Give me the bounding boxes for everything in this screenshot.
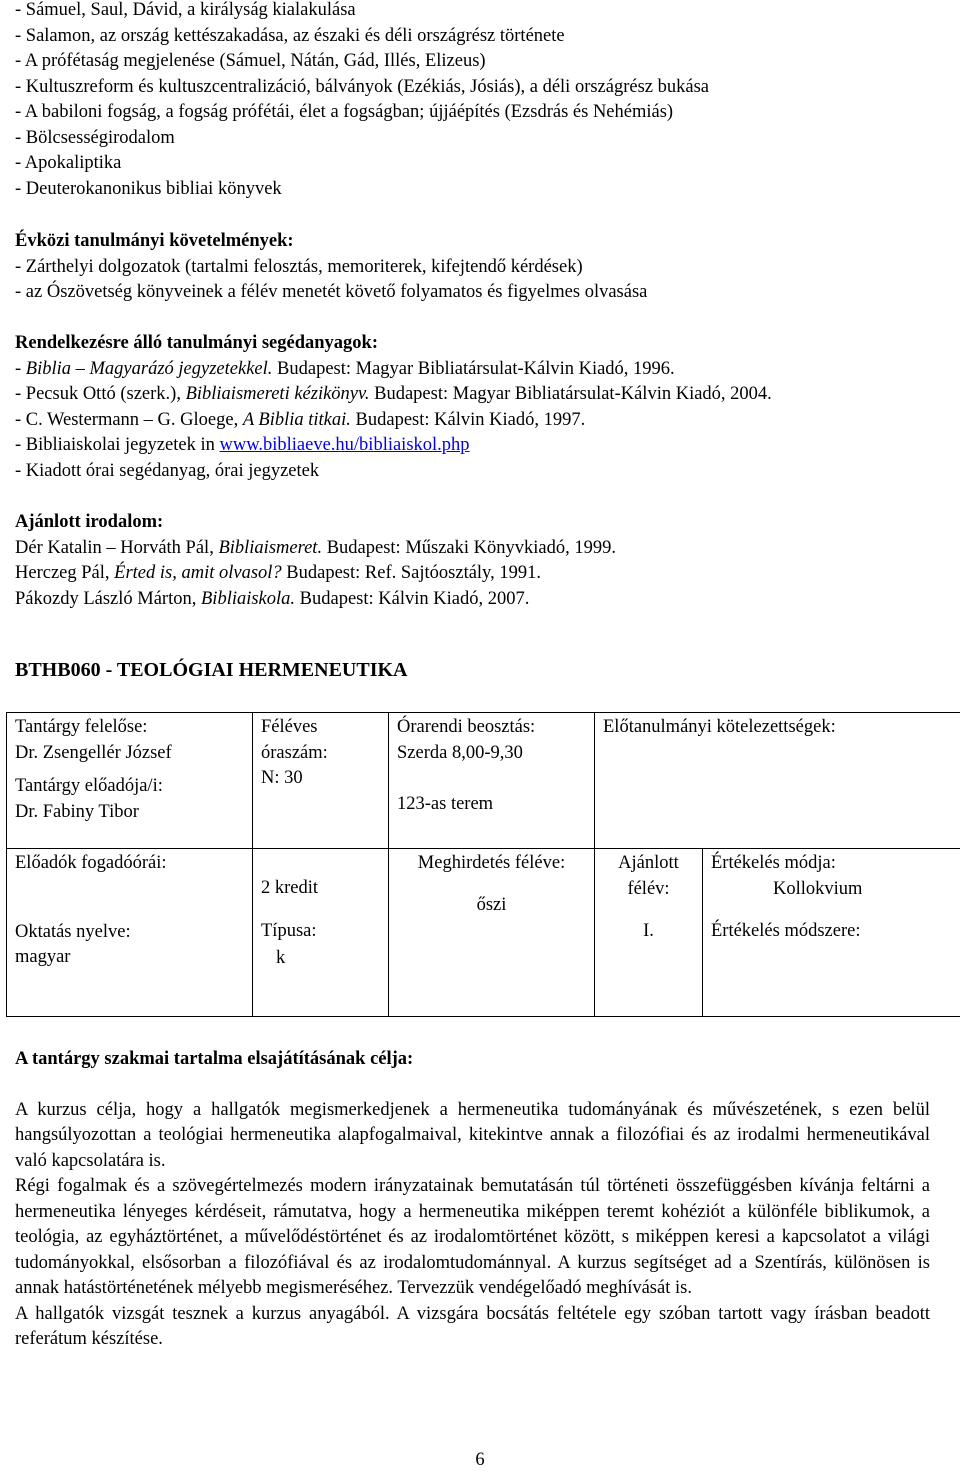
aim-heading: A tantárgy szakmai tartalma elsajátításának célja:: [15, 1049, 414, 1069]
page-number: 6: [475, 1450, 485, 1470]
responsible-label: Tantárgy felelőse:: [15, 717, 148, 737]
announced-cell: Meghirdetés féléve: őszi: [389, 849, 595, 1017]
evaluation-value: Kollokvium: [773, 878, 863, 899]
lecturer-label: Tantárgy előadója/i:: [15, 776, 163, 796]
materials-section: [15, 331, 930, 484]
requirements-section: [15, 229, 930, 306]
bibliaiskol-link[interactable]: www.bibliaeve.hu/bibliaiskol.php: [219, 435, 470, 455]
list-item: - Deuterokanonikus bibliai könyvek: [15, 178, 282, 199]
room-value: 123-as terem: [397, 794, 494, 814]
aim-section: [15, 1047, 930, 1353]
aim-paragraph: A kurzus célja, hogy a hallgatók megismerkedjenek a hermeneutika tudományának és művészetének, s ezen belül hangsúlyozottan a teológiai hermeneutika alapfogalmaival, kitekintve annak a filozófiai és az irodalmi hermeneutikával való kapcsolatára is.: [15, 1099, 930, 1171]
list-item: Dér Katalin – Horváth Pál, Bibliaismeret. Budapest: Műszaki Könyvkiadó, 1999.: [15, 537, 616, 558]
recommended-section: [15, 510, 930, 612]
lecturer-value: Dr. Fabiny Tibor: [15, 801, 139, 822]
prereq-cell: Előtanulmányi kötelezettségek:: [595, 713, 960, 849]
office-language-cell: Előadók fogadóórái: Oktatás nyelve: magyar: [7, 849, 253, 1017]
hours-cell: Féléves óraszám: N: 30: [253, 713, 389, 849]
list-item: - az Ószövetség könyveinek a félév menetét követő folyamatos és figyelmes olvasása: [15, 282, 648, 302]
aim-paragraph: A hallgatók vizsgát tesznek a kurzus anyagából. A vizsgára bocsátás feltétele egy szóban tartott vagy írásban beadott referátum készítése.: [15, 1303, 930, 1349]
recommended-semester-value: I.: [643, 921, 654, 941]
list-item: - Apokaliptika: [15, 153, 122, 173]
list-item: - Sámuel, Saul, Dávid, a királyság kialakulása: [15, 0, 356, 20]
list-item: - Zárthelyi dolgozatok (tartalmi felosztás, memoriterek, kifejtendő kérdések): [15, 256, 583, 277]
responsible-cell: [7, 713, 253, 849]
hours-value: N: 30: [261, 768, 303, 788]
list-item: - Bölcsességirodalom: [15, 127, 175, 148]
list-item: Herczeg Pál, Érted is, amit olvasol? Budapest: Ref. Sajtóosztály, 1991.: [15, 563, 541, 583]
list-item: - Bibliaiskolai jegyzetek in www.bibliaeve.hu/bibliaiskol.php: [15, 435, 470, 455]
schedule-value: Szerda 8,00-9,30: [397, 742, 523, 763]
schedule-cell: Órarendi beosztás: Szerda 8,00-9,30 123-as terem: [389, 713, 595, 849]
announced-value: őszi: [476, 894, 507, 915]
list-item: - A prófétaság megjelenése (Sámuel, Nátán, Gád, Illés, Elizeus): [15, 51, 486, 71]
evaluation-cell: Értékelés módja: Kollokvium Értékelés módszere:: [703, 849, 960, 1017]
list-item: - A babiloni fogság, a fogság prófétái, élet a fogságban; újjáépítés (Ezsdrás és Nehémiás): [15, 102, 674, 122]
course-info-table: [6, 712, 960, 1017]
list-item: Pákozdy László Márton, Bibliaiskola. Budapest: Kálvin Kiadó, 2007.: [15, 588, 530, 609]
list-item: - Salamon, az ország kettészakadása, az északi és déli országrész története: [15, 25, 565, 46]
course-title: BTHB060 - TEOLÓGIAI HERMENEUTIKA: [15, 659, 408, 681]
list-item: - Kiadott órai segédanyag, órai jegyzetek: [15, 460, 320, 481]
responsible-value: Dr. Zsengellér József: [15, 742, 172, 763]
recommended-heading: Ajánlott irodalom:: [15, 512, 164, 532]
topic-list: [15, 0, 930, 202]
language-value: magyar: [15, 947, 71, 967]
recommended-semester-cell: Ajánlott félév: I.: [595, 849, 703, 1017]
type-value: k: [276, 948, 286, 968]
credits-value: 2 kredit: [261, 878, 319, 898]
aim-paragraph: Régi fogalmak és a szövegértelmezés modern irányzatainak bemutatásán túl történeti összefüggésben kívánja feltárni a hermeneutika lényeges kérdéseit, rámutatva, hogy a hermeneutika miképpen teremt kohéziót a különféle biblikumok, a teológia, az egyháztörténet, a művelődéstörténet és az irodalomtörténet között, s miképpen keresi a kapcsolatot a világi tudományokkal, elsősorban a filozófiával és az irodalomtudománnyal. A kurzus segítséget ad a Szentírás, különösen is annak hatástörténetének mélyebb megismeréséhez. Tervezzük vendégelőadó meghívását is.: [15, 1176, 930, 1298]
list-item: - Biblia – Magyarázó jegyzetekkel. Budapest: Magyar Bibliatársulat-Kálvin Kiadó, 1996.: [15, 358, 675, 379]
list-item: - Pecsuk Ottó (szerk.), Bibliaismereti kézikönyv. Budapest: Magyar Bibliatársulat-Kálvin Kiadó, 2004.: [15, 384, 772, 404]
materials-heading: Rendelkezésre álló tanulmányi segédanyagok:: [15, 333, 378, 353]
list-item: - C. Westermann – G. Gloege, A Biblia titkai. Budapest: Kálvin Kiadó, 1997.: [15, 409, 586, 430]
list-item: - Kultuszreform és kultuszcentralizáció, bálványok (Ezékiás, Jósiás), a déli országrész bukása: [15, 76, 710, 97]
credits-type-cell: 2 kredit Típusa: k: [253, 849, 389, 1017]
requirements-heading: Évközi tanulmányi követelmények:: [15, 231, 294, 251]
